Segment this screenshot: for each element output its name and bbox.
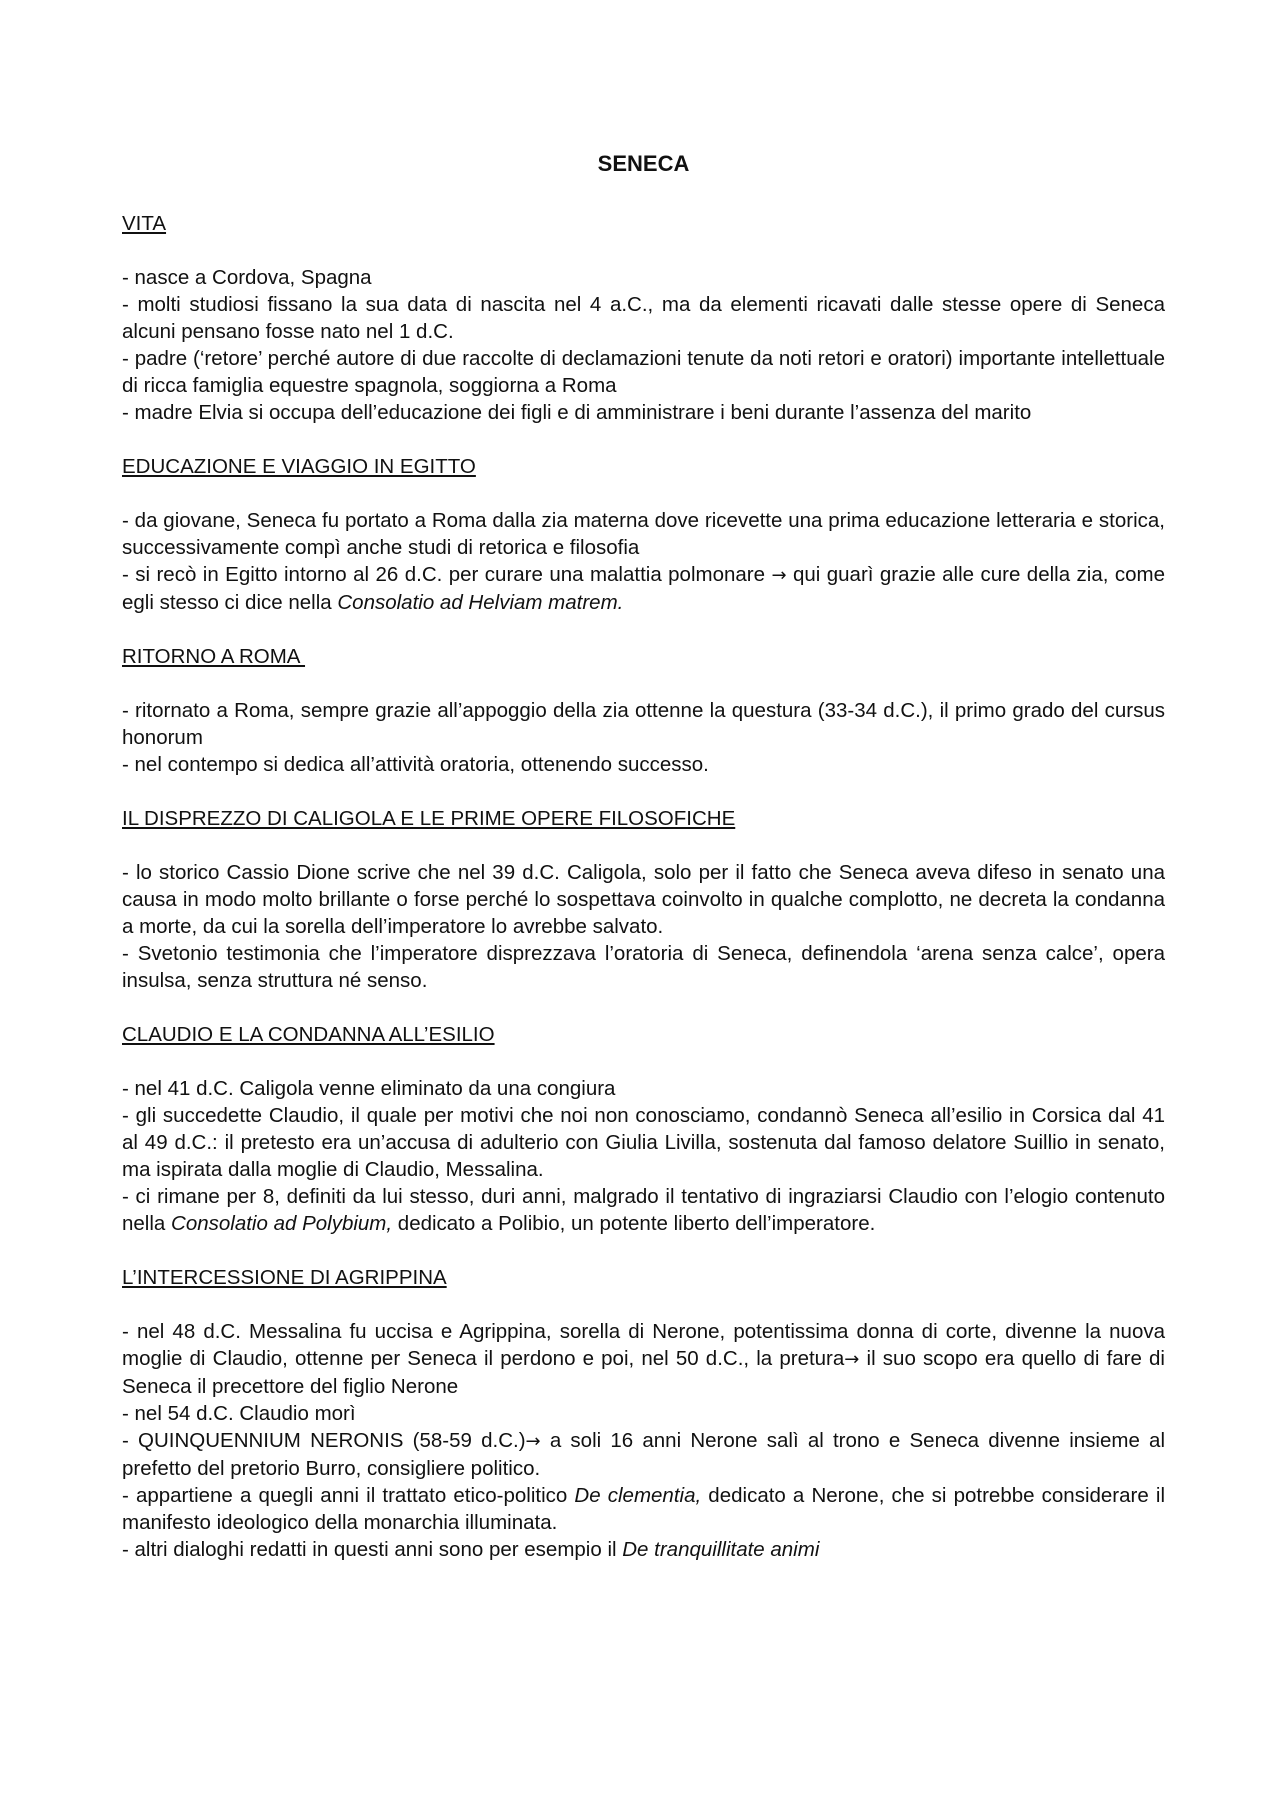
section-educazione [122, 453, 1165, 616]
paragraph: - si recò in Egitto intorno al 26 d.C. per curare una malattia polmonare → qui guarì grazie alle cure della zia, come egli stesso ci dice nella Consolatio ad Helviam matrem. [122, 563, 1165, 614]
paragraph: - ritornato a Roma, sempre grazie all’appoggio della zia ottenne la questura (33-34 d.C.), il primo grado del cursus honorum [122, 699, 1165, 749]
section-heading: EDUCAZIONE E VIAGGIO IN EGITTO [122, 455, 476, 478]
paragraph: - nel 54 d.C. Claudio morì [122, 1402, 356, 1425]
section-agrippina [122, 1264, 1165, 1563]
paragraph: - lo storico Cassio Dione scrive che nel 39 d.C. Caligola, solo per il fatto che Seneca aveva difeso in senato una causa in modo molto brillante o forse perché lo sospettava coinvolto in qualche complotto, ne decreta la condanna a morte, da cui la sorella dell’imperatore lo avrebbe salvato. [122, 861, 1165, 938]
work-title: Consolatio ad Helviam matrem. [337, 591, 624, 614]
section-claudio [122, 1021, 1165, 1237]
section-ritorno [122, 643, 1165, 778]
work-title: Consolatio ad Polybium, [171, 1212, 393, 1235]
arrow-icon: → [771, 565, 787, 586]
page-title: SENECA [597, 151, 690, 176]
paragraph: - altri dialoghi redatti in questi anni sono per esempio il De tranquillitate animi [122, 1538, 820, 1561]
paragraph: - da giovane, Seneca fu portato a Roma dalla zia materna dove ricevette una prima educazione letteraria e storica, successivamente compì anche studi di retorica e filosofia [122, 509, 1165, 559]
paragraph: - molti studiosi fissano la sua data di nascita nel 4 a.C., ma da elementi ricavati dalle stesse opere di Seneca alcuni pensano fosse nato nel 1 d.C. [122, 293, 1165, 343]
work-title: De tranquillitate animi [622, 1538, 820, 1561]
section-heading: IL DISPREZZO DI CALIGOLA E LE PRIME OPERE FILOSOFICHE [122, 807, 736, 830]
section-heading: CLAUDIO E LA CONDANNA ALL’ESILIO [122, 1023, 495, 1046]
document-page [122, 150, 1165, 1590]
arrow-icon: → [844, 1349, 860, 1370]
paragraph: - QUINQUENNIUM NERONIS (58-59 d.C.)→ a soli 16 anni Nerone salì al trono e Seneca divenne insieme al prefetto del pretorio Burro, consigliere politico. [122, 1429, 1165, 1480]
paragraph: - nel contempo si dedica all’attività oratoria, ottenendo successo. [122, 753, 709, 776]
section-caligola [122, 805, 1165, 994]
paragraph: - nel 41 d.C. Caligola venne eliminato da una congiura [122, 1077, 616, 1100]
paragraph: - ci rimane per 8, definiti da lui stesso, duri anni, malgrado il tentativo di ingraziarsi Claudio con l’elogio contenuto nella Consolatio ad Polybium, dedicato a Polibio, un potente liberto dell’imperatore. [122, 1185, 1165, 1235]
arrow-icon: → [525, 1431, 541, 1452]
paragraph: - nasce a Cordova, Spagna [122, 266, 372, 289]
paragraph: - appartiene a quegli anni il trattato etico-politico De clementia, dedicato a Nerone, che si potrebbe considerare il manifesto ideologico della monarchia illuminata. [122, 1484, 1165, 1534]
section-heading: RITORNO A ROMA [122, 645, 306, 668]
paragraph: - Svetonio testimonia che l’imperatore disprezzava l’oratoria di Seneca, definendola ‘arena senza calce’, opera insulsa, senza struttura né senso. [122, 942, 1165, 992]
section-heading: L’INTERCESSIONE DI AGRIPPINA [122, 1266, 447, 1289]
paragraph: - madre Elvia si occupa dell’educazione dei figli e di amministrare i beni durante l’assenza del marito [122, 401, 1032, 424]
section-heading: VITA [122, 212, 167, 235]
section-vita [122, 210, 1165, 426]
paragraph: - padre (‘retore’ perché autore di due raccolte di declamazioni tenute da noti retori e oratori) importante intellettuale di ricca famiglia equestre spagnola, soggiorna a Roma [122, 347, 1165, 397]
work-title: De clementia, [574, 1484, 702, 1507]
paragraph: - gli succedette Claudio, il quale per motivi che noi non conosciamo, condannò Seneca all’esilio in Corsica dal 41 al 49 d.C.: il pretesto era un’accusa di adulterio con Giulia Livilla, sostenuta dal famoso delatore Suillio in senato, ma ispirata dalla moglie di Claudio, Messalina. [122, 1104, 1165, 1181]
paragraph: - nel 48 d.C. Messalina fu uccisa e Agrippina, sorella di Nerone, potentissima donna di corte, divenne la nuova moglie di Claudio, ottenne per Seneca il perdono e poi, nel 50 d.C., la pretura→ il suo scopo era quello di fare di Seneca il precettore del figlio Nerone [122, 1320, 1165, 1398]
